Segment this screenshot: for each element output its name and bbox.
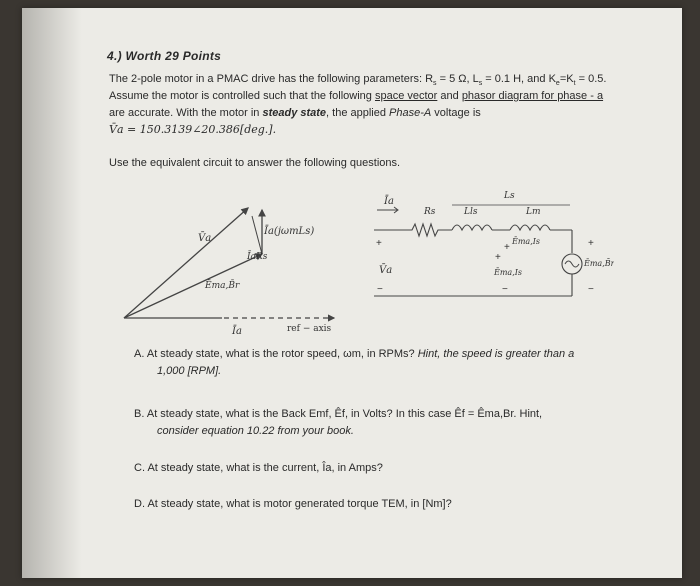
iars-vector bbox=[252, 216, 262, 254]
document-sheet bbox=[22, 8, 682, 578]
question-c: C. At steady state, what is the current, Îa, in Amps? bbox=[134, 462, 383, 474]
circuit-ema-ls: Ēma,Is bbox=[512, 237, 541, 246]
label-ia-bottom: Īa bbox=[232, 326, 242, 337]
label-ref-axis: ref − axis bbox=[287, 324, 332, 334]
phasor-diagram bbox=[112, 196, 352, 346]
circuit-ema-br: Ēma,B̄r bbox=[584, 259, 614, 268]
label-ia-jwl: Īa(jωmLs) bbox=[264, 226, 315, 237]
problem-header: 4.) Worth 29 Points bbox=[107, 49, 222, 63]
circuit-lm: Lm bbox=[526, 207, 541, 217]
question-b-line-2: consider equation 10.22 from your book. bbox=[157, 425, 354, 437]
label-iars: ĪaRs bbox=[247, 252, 268, 262]
circuit-va: V̄a bbox=[379, 265, 393, 276]
source-minus: − bbox=[588, 284, 594, 295]
intro-line-2: Assume the motor is controlled such that the following space vector and phasor diagram for phase - a bbox=[109, 90, 604, 102]
page-shadow bbox=[22, 8, 82, 578]
va-minus: − bbox=[377, 284, 383, 295]
question-d: D. At steady state, what is motor generated torque TEM, in [Nm]? bbox=[134, 498, 452, 510]
va-plus: + bbox=[376, 238, 382, 249]
circuit-ia: Īa bbox=[384, 196, 394, 207]
ema-ls-plus: + bbox=[504, 242, 510, 253]
equivalent-circuit bbox=[352, 178, 614, 303]
question-a: A. At steady state, what is the rotor speed, ωm, in RPMs? Hint, the speed is greater than a bbox=[134, 348, 575, 360]
source-plus: + bbox=[588, 238, 594, 249]
va-vector bbox=[124, 208, 248, 318]
applied-voltage: V̄a = 150.3139∠20.386[deg.]. bbox=[109, 123, 277, 136]
ema-is-minus: − bbox=[502, 284, 508, 295]
instruction-text: Use the equivalent circuit to answer the following questions. bbox=[109, 157, 401, 169]
inductor-lls bbox=[452, 225, 492, 230]
label-va: V̄a bbox=[198, 233, 212, 244]
question-a-line-2: 1,000 [RPM]. bbox=[157, 365, 222, 377]
label-ema: Ēma,B̄r bbox=[205, 281, 240, 291]
question-b: B. At steady state, what is the Back Emf, Êf, in Volts? In this case Êf = Êma,Br. Hint, bbox=[134, 408, 543, 420]
ema-is-plus: + bbox=[495, 252, 501, 263]
circuit-ema-is: Ēma,Is bbox=[494, 268, 523, 277]
inductor-lm bbox=[510, 225, 550, 230]
intro-line-1: The 2-pole motor in a PMAC drive has the following parameters: $R_s = 5$ Ω, $L_s = 0.1$ H, and $K_e=K_t = 0.5$. bbox=[109, 73, 607, 88]
resistor-rs bbox=[374, 224, 452, 236]
circuit-rs: Rs bbox=[424, 207, 436, 217]
intro-line-3: are accurate. With the motor in steady state, the applied Phase-A voltage is bbox=[109, 107, 481, 119]
circuit-ls: Ls bbox=[504, 191, 515, 201]
circuit-lls: Lls bbox=[464, 207, 478, 217]
ema-vector bbox=[124, 254, 262, 318]
